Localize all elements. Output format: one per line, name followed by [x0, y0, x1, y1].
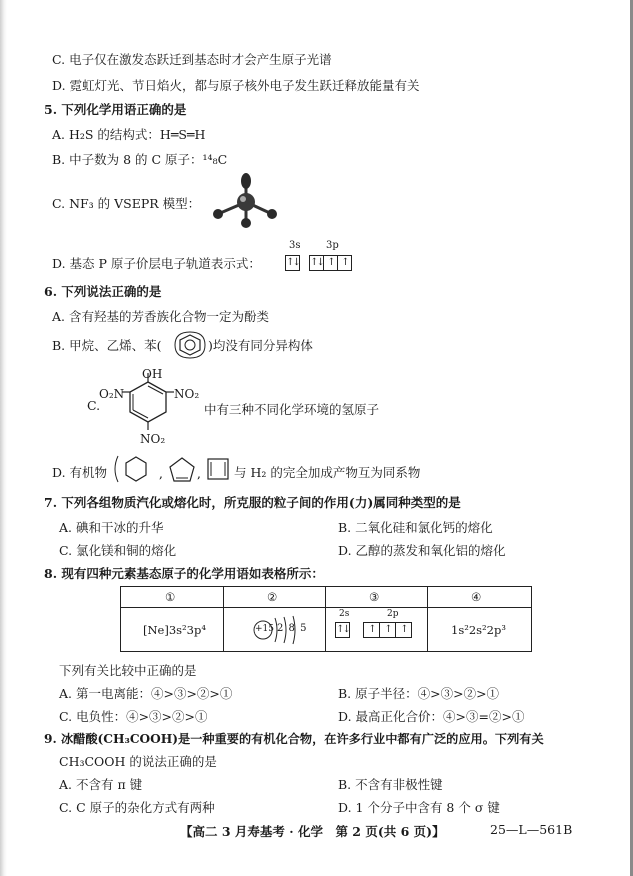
- q8-stem: 8. 现有四种元素基态原子的化学用语如表格所示：: [44, 566, 324, 581]
- table-2p-boxes: [363, 622, 412, 638]
- table-col-divider: [223, 587, 224, 651]
- nf3-vsepr-model: [208, 172, 284, 230]
- atom-shell-electrons: 2 8 5: [277, 623, 308, 634]
- table-header-2: ②: [267, 590, 278, 604]
- orbital-3s-cell: ↑↓: [285, 255, 300, 271]
- q9-stem-cont: CH₃COOH 的说法正确的是: [59, 754, 217, 769]
- table-col-divider: [325, 587, 326, 651]
- table-2s-box: [335, 622, 350, 638]
- q5-option-a: A. H₂S 的结构式：H═S═H: [52, 127, 206, 142]
- q8-option-d: D. 最高正化合价：④>③=②>①: [338, 709, 525, 724]
- table-header-3: ③: [369, 590, 380, 604]
- q7-option-b: B. 二氧化硅和氯化钙的熔化: [338, 520, 493, 535]
- q9-stem: 9. 冰醋酸(CH₃COOH)是一种重要的有机化合物，在许多行业中都有广泛的应用。下列有关: [44, 732, 544, 746]
- q8-option-c: C. 电负性：④>③>②>①: [59, 709, 208, 724]
- orbital-3p-cell-3: ↑: [337, 255, 352, 271]
- atom-nucleus-label: +15: [255, 624, 274, 634]
- benzene-structure: [174, 331, 206, 359]
- table-header-1: ①: [165, 590, 176, 604]
- table-2s-cell: ↑↓: [335, 622, 350, 638]
- svg-text:,: ,: [159, 467, 163, 481]
- table-2p-label: 2p: [387, 609, 399, 619]
- phenol-no2-bottom-label: NO₂: [140, 432, 166, 446]
- orbital-3s-label: 3s: [289, 240, 301, 251]
- q9-option-c: C. C 原子的杂化方式有两种: [59, 800, 215, 815]
- q9-option-a: A. 不含有 π 键: [59, 777, 143, 792]
- table-2s-label: 2s: [339, 609, 350, 619]
- orbital-3s-box: [285, 255, 300, 271]
- q6-option-a: A. 含有羟基的芳香族化合物一定为酚类: [52, 309, 269, 324]
- phenol-oh-label: OH: [142, 367, 163, 381]
- q6-option-b-part1: B. 甲烷、乙烯、苯(: [52, 338, 162, 353]
- q4-option-d: D. 霓虹灯光、节日焰火，都与原子核外电子发生跃迁释放能量有关: [52, 78, 420, 93]
- orbital-3p-label: 3p: [326, 240, 339, 251]
- elements-table: [120, 586, 532, 652]
- q5-option-b: B. 中子数为 8 的 C 原子：¹⁴₈C: [52, 152, 228, 167]
- q7-option-d: D. 乙醇的蒸发和氧化铝的熔化: [338, 543, 506, 558]
- table-2p-cell-2: ↑: [379, 622, 395, 638]
- orbital-3p-boxes: [309, 255, 352, 271]
- q6-option-b-part2: )均没有同分异构体: [208, 338, 313, 353]
- q9-option-b: B. 不含有非极性键: [338, 777, 443, 792]
- q8-option-b: B. 原子半径：④>③>②>①: [338, 686, 500, 701]
- phenol-no2-right-label: NO₂: [174, 387, 200, 401]
- table-col-divider: [427, 587, 428, 651]
- q5-stem: 5. 下列化学用语正确的是: [44, 102, 187, 117]
- q9-option-d: D. 1 个分子中含有 8 个 σ 键: [338, 800, 500, 815]
- phenol-no2-left-label: O₂N: [99, 387, 125, 401]
- q6-option-c-part2: 中有三种不同化学环境的氢原子: [204, 402, 380, 417]
- orbital-3p-cell-1: ↑↓: [309, 255, 323, 271]
- table-cell-4: 1s²2s²2p³: [451, 623, 506, 637]
- orbital-3p-cell-2: ↑: [323, 255, 337, 271]
- q4-option-c: C. 电子仅在激发态跃迁到基态时才会产生原子光谱: [52, 52, 332, 67]
- q7-stem: 7. 下列各组物质汽化或熔化时，所克服的粒子间的作用(力)属同种类型的是: [44, 495, 461, 510]
- table-2p-cell-3: ↑: [395, 622, 412, 638]
- q7-option-c: C. 氯化镁和铜的熔化: [59, 543, 177, 558]
- q8-subprompt: 下列有关比较中正确的是: [59, 663, 197, 678]
- page-edge-left: [0, 0, 7, 876]
- q6-option-d-part1: D. 有机物: [52, 465, 108, 480]
- table-cell-1: [Ne]3s²3p⁴: [143, 623, 206, 637]
- page-footer: 【高二 3 月寿基考 · 化学 第 2 页(共 6 页)】: [180, 824, 445, 839]
- q6-option-d-part2: 与 H₂ 的完全加成产物互为同系物: [234, 465, 421, 480]
- q5-option-d: D. 基态 P 原子价层电子轨道表示式：: [52, 256, 261, 271]
- q6-stem: 6. 下列说法正确的是: [44, 284, 162, 299]
- table-2p-cell-1: ↑: [363, 622, 379, 638]
- organic-structures-set: [104, 452, 234, 488]
- q7-option-a: A. 碘和干冰的升华: [59, 520, 164, 535]
- svg-text:,: ,: [197, 467, 201, 481]
- page-code: 25—L—561B: [490, 822, 573, 837]
- q8-option-a: A. 第一电离能：④>③>②>①: [59, 686, 233, 701]
- table-header-divider: [121, 607, 531, 608]
- q5-option-c: C. NF₃ 的 VSEPR 模型：: [52, 196, 201, 211]
- q6-option-c-part1: C.: [87, 398, 101, 413]
- table-header-4: ④: [471, 590, 482, 604]
